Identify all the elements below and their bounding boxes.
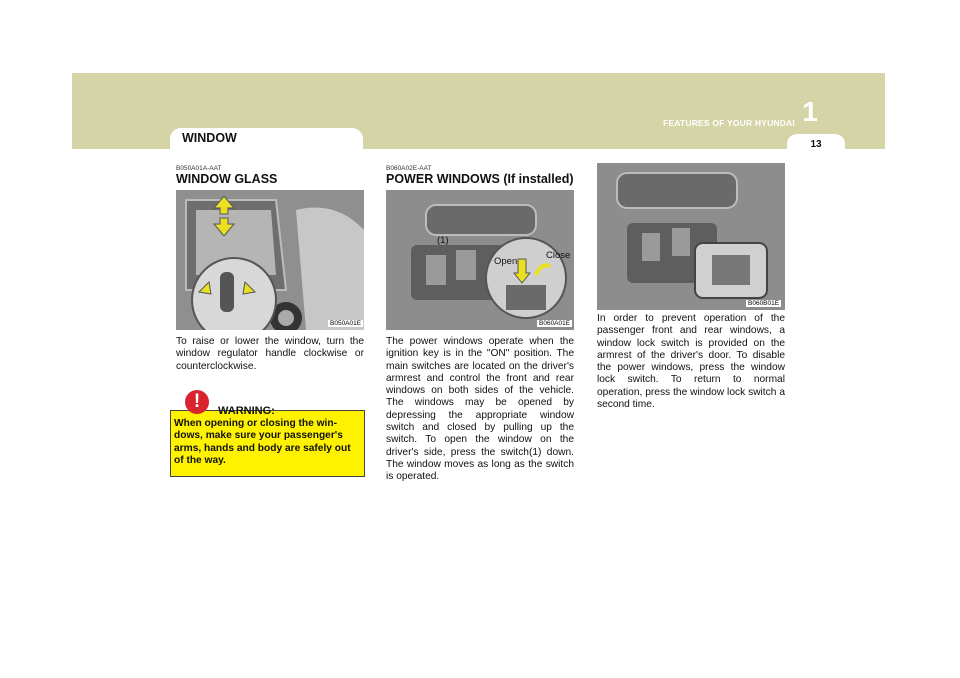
open-label: Open <box>494 256 518 267</box>
col1-figure-code: B050A01E <box>330 320 362 327</box>
col2-body: The power windows operate when the ignition key is in the "ON" position. The main switches are located on the driver's armrest and control the front and rear windows on both sides of the vehicle. The windows may be opened by depressing the appropriate window switch and closed by pulling up the switch. To open the window on the driver's side, press the switch(1) down. The window moves as long as the switch is operated. <box>386 336 574 483</box>
rotation-arrows-icon <box>195 262 265 322</box>
warning-text: When opening or closing the win-dows, make sure your passenger's arms, hands and body are safely out of the way. <box>174 418 351 466</box>
col2-heading: POWER WINDOWS (If installed) <box>386 172 574 186</box>
warning-title: WARNING: <box>218 405 275 417</box>
switch-label: (1) <box>437 235 449 246</box>
close-label: Close <box>546 250 571 261</box>
col1-body: To raise or lower the window, turn the window regulator handle clockwise or counterclockwise. <box>176 336 364 372</box>
col2-code: B060A02E-AAT <box>386 165 432 172</box>
window-lock-figure <box>597 163 785 310</box>
section-title: WINDOW <box>182 131 237 145</box>
col2-figure-code: B060A01E <box>539 320 571 327</box>
col3-figure-code: B060B01E <box>748 300 780 307</box>
up-down-arrows-icon <box>212 196 236 236</box>
page-number: 13 <box>810 139 822 150</box>
warning-icon: ! <box>185 390 209 414</box>
col1-heading: WINDOW GLASS <box>176 172 278 186</box>
chapter-title: FEATURES OF YOUR HYUNDAI <box>663 118 795 128</box>
chapter-number: 1 <box>802 96 818 127</box>
col1-code: B050A01A-AAT <box>176 165 222 172</box>
open-close-arrows-icon <box>512 255 552 285</box>
col3-body: In order to prevent operation of the passenger front and rear windows, a window lock switch is provided on the armrest of the driver's door. To disable the power windows, press the window lock switch. To return to normal operation, press the window lock switch a second time. <box>597 313 785 411</box>
